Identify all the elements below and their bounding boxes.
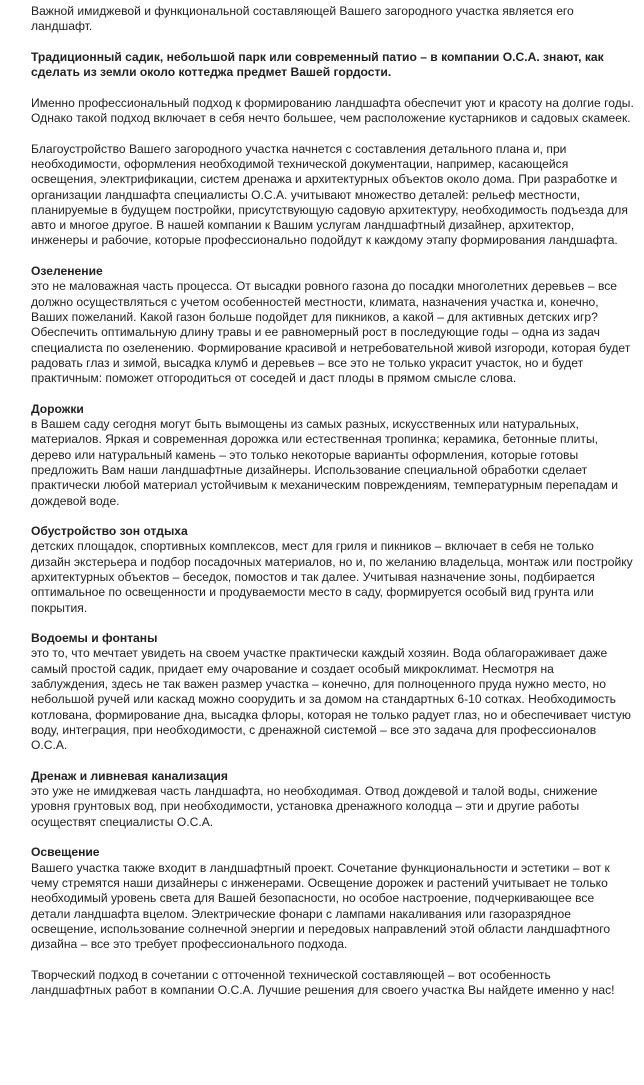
section-ponds-fountains: [31, 631, 634, 753]
section-drainage: [31, 769, 634, 830]
section-title: Дренаж и ливневая канализация: [31, 768, 228, 783]
section-text: это то, что мечтает увидеть на своем участке практически каждый хозяин. Вода облагораживает даже самый простой садик, придает ему очарование и создает особый микроклимат. Несмотря на заблуждения, здесь не так важен размер участка – конечно, для полноценного пруда нужно место, но небольшой ручей или каскад можно соорудить и за домом на стандартных 6-10 сотках. Необходимость котлована, формирование дна, высадка флоры, которая не только радует глаз, но и обеспечивает чистую воду, интеграция, при необходимости, с дренажной системой – все это задача для профессионалов О.С.А.: [31, 646, 631, 753]
section-text: это не маловажная часть процесса. От высадки ровного газона до посадки многолетних деревьев – все должно осуществляться с учетом особенностей местности, климата, назначения участка и, конечно, Ваших пожеланий. Какой газон больше подойдет для пикников, а какой – для активных детских игр? Обеспечить оптимальную длину травы и ее равномерный рост в последующие годы – одна из задач специалиста по озеленению. Формирование красивой и нетребовательной живой изгороди, которая будет радовать глаз и зимой, высадка клумб и деревьев – все это не только украсит участок, но и будет практичным: поможет отгородиться от соседей и даст плоды в прямом смысле слова.: [31, 279, 631, 386]
section-title: Озеленение: [31, 264, 103, 279]
paragraph-planning: Благоустройство Вашего загородного участка начнется с составления детального плана и, при необходимости, оформления необходимой технической документации, например, касающейся освещения, электрификации, систем дренажа и архитектурных объектов около дома. При разработке и организации ландшафта специалисты О.С.А. учитывают множество деталей: рельеф местности, планируемые в будущем постройки, присутствующую садовую архитектуру, необходимость подъезда для авто и многое другое. В нашей компании к Вашим услугам ландшафтный дизайнер, архитектор, инженеры и рабочие, которые профессионально подойдут к каждому этапу формирования ландшафта.: [31, 141, 628, 248]
paragraph-approach: Именно профессиональный подход к формированию ландшафта обеспечит уют и красоту на долгие годы. Однако такой подход включает в себя нечто большее, чем расположение кустарников и садовых скамеек.: [31, 95, 634, 126]
section-text: в Вашем саду сегодня могут быть вымощены из самых разных, искусственных или натуральных, материалов. Яркая и современная дорожка или естественная тропинка; керамика, бетонные плиты, дерево или натуральный камень – это только некоторые варианты оформления, которые готовы предложить Вам наши ландшафтные дизайнеры. Использование специальной обработки сделает практически любой материал устойчивым к механическим повреждениям, температурным перепадам и дождевой воде.: [31, 417, 618, 508]
section-greening: [31, 264, 634, 386]
section-recreation-zones: [31, 524, 634, 616]
section-text: это уже не имиджевая часть ландшафта, но необходимая. Отвод дождевой и талой воды, снижение уровня грунтовых вод, при необходимости, установка дренажного колодца – эти и другие работы осуществят специалисты О.С.А.: [31, 784, 598, 829]
lead-paragraph: Традиционный садик, небольшой парк или современный патио – в компании О.С.А. знают, как сделать из земли около коттеджа предмет Вашей гордости.: [31, 49, 604, 80]
intro-paragraph: Важной имиджевой и функциональной составляющей Вашего загородного участка является его ландшафт.: [31, 4, 574, 34]
conclusion-paragraph: Творческий подход в сочетании с отточенной технической составляющей – вот особенность ландшафтных работ в компании О.С.А. Лучшие решения для своего участка Вы найдете именно у нас!: [31, 967, 615, 997]
section-text: Вашего участка также входит в ландшафтный проект. Сочетание функциональности и эстетики – вот к чему стремятся наши дизайнеры с инженерами. Освещение дорожек и растений учитывает не только необходимый уровень света для Вашей безопасности, но особое настроение, подчеркивающее все детали ландшафта вцелом. Электрические фонари с лампами накаливания или газоразрядное освещение, использование солнечной энергии и передовых направлений этой области ландшафтного дизайна – все это требует профессионального подхода.: [31, 860, 611, 952]
section-title: Обустройство зон отдыха: [31, 524, 188, 539]
section-title: Освещение: [31, 845, 100, 860]
section-title: Водоемы и фонтаны: [31, 631, 158, 646]
section-paths: [31, 402, 634, 509]
section-lighting: [31, 845, 634, 952]
section-text: детских площадок, спортивных комплексов, мест для гриля и пикников – включает в себя не только дизайн экстерьера и подбор посадочных материалов, но и, по желанию владельца, монтаж или постройку архитектурных объектов – беседок, помостов и так далее. Учитывая назначение зоны, подбирается оптимальное по освещенности и продуваемости место в саду, формируется особый вид грунта или покрытия.: [31, 539, 633, 615]
section-title: Дорожки: [31, 401, 84, 416]
